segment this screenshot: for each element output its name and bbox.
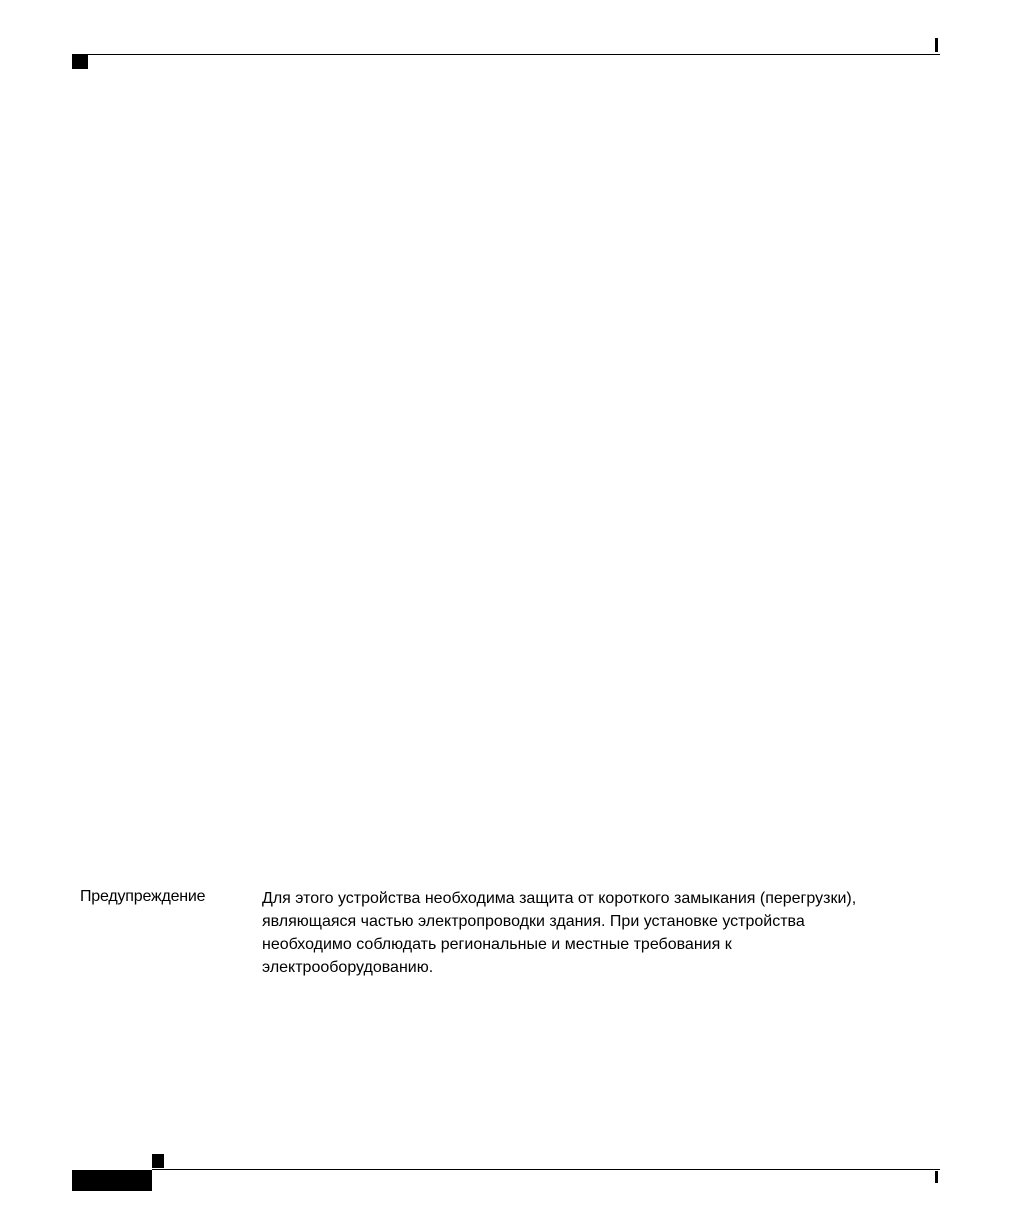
header-rule <box>72 54 940 55</box>
footer-tick-mark <box>935 1171 938 1183</box>
header-tick-mark <box>935 38 938 52</box>
footer-rule <box>152 1169 940 1170</box>
footer-marker-square <box>152 1154 164 1168</box>
warning-text <box>262 887 942 979</box>
warning-text-line: Для этого устройства необходима защита от короткого замыкания (перегрузки), <box>262 890 857 907</box>
warning-text-line: необходимо соблюдать региональные и местные требования к <box>262 936 732 953</box>
header-marker-square <box>72 55 88 69</box>
warning-label: Предупреждение <box>80 888 206 905</box>
warning-text-line: являющаяся частью электропроводки здания. При установке устройства <box>262 913 805 930</box>
footer-page-block <box>72 1170 152 1191</box>
warning-text-line: электрооборудованию. <box>262 959 434 976</box>
